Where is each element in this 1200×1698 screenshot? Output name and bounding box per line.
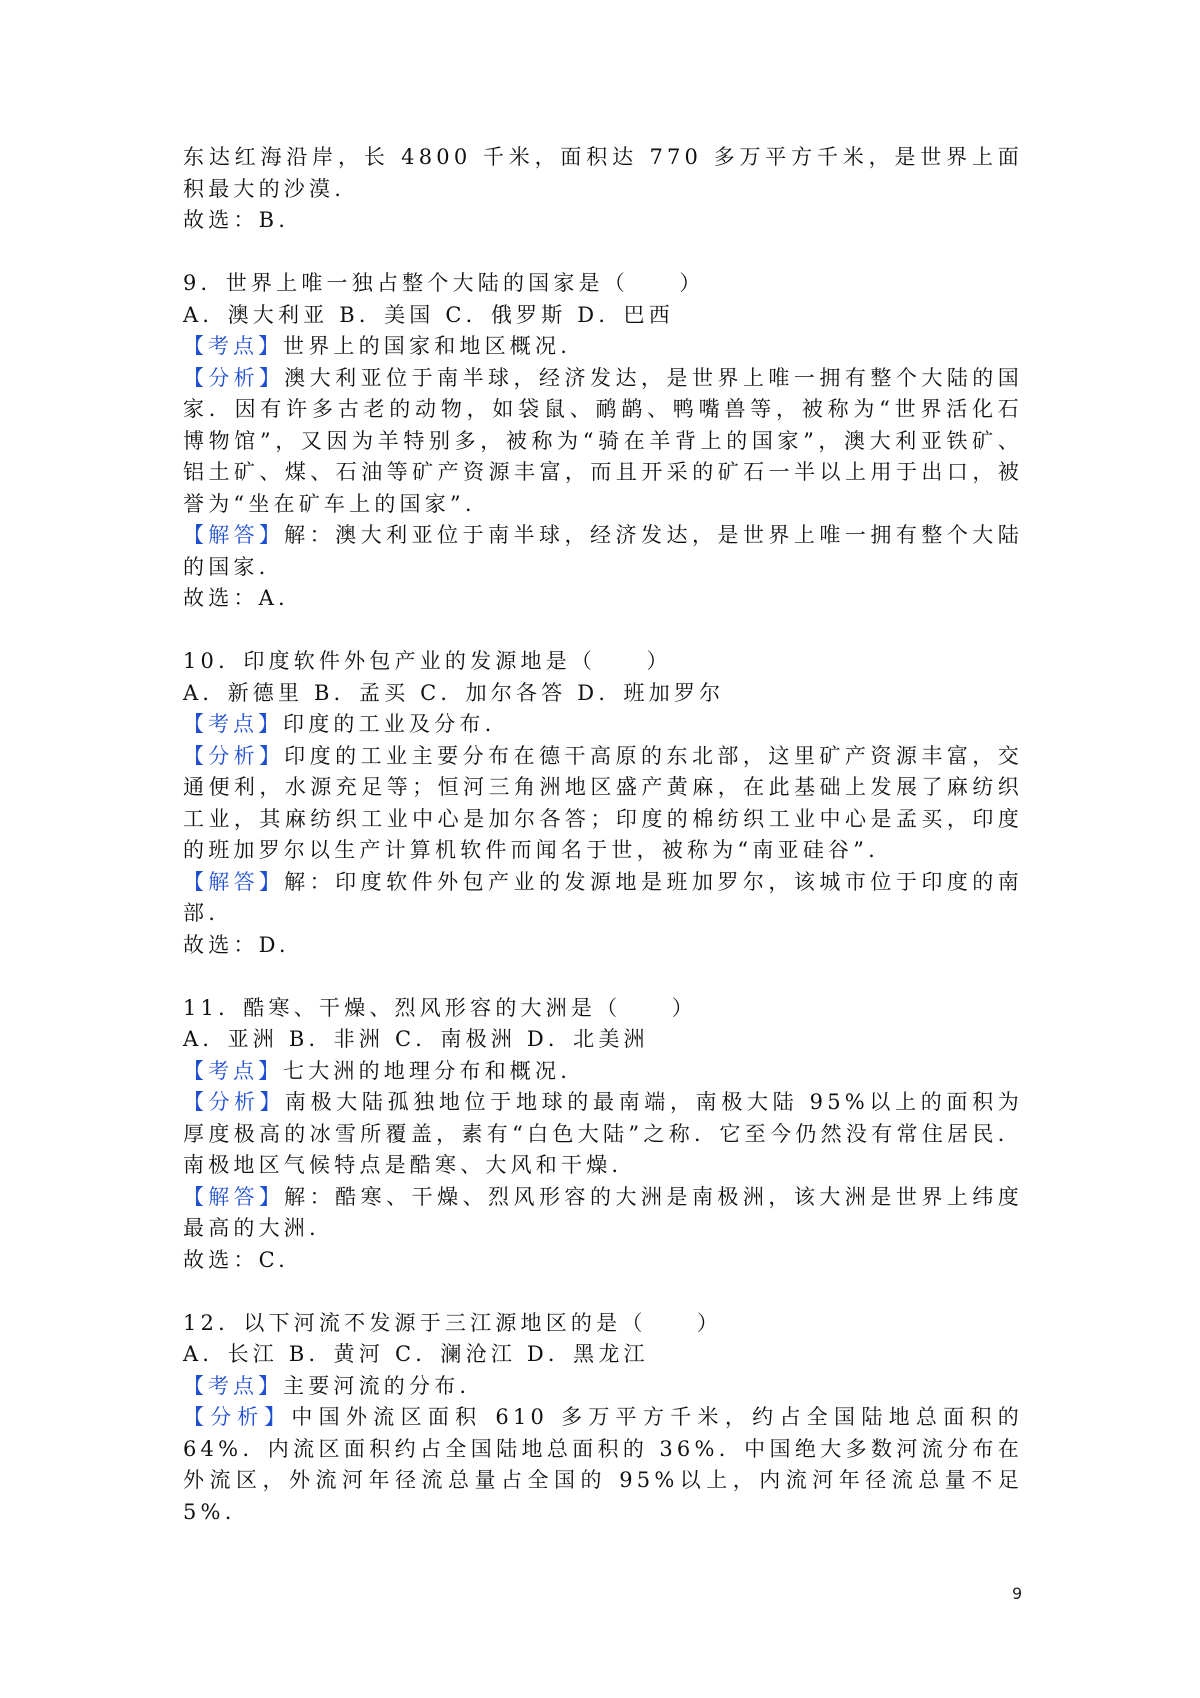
tagged-paragraph (183, 331, 1023, 363)
section-tag: 【考点】 (183, 1058, 283, 1083)
paragraph-text: 世界上的国家和地区概况. (283, 334, 572, 358)
section-tag: 【解答】 (183, 523, 285, 547)
page-body (183, 142, 1023, 1528)
paragraph-gap (183, 237, 1023, 269)
paragraph-text: 解：澳大利亚位于南半球，经济发达，是世界上唯一拥有整个大陆的国家. (183, 523, 1023, 579)
page-number: 9 (1012, 1584, 1023, 1603)
tagged-paragraph (183, 1056, 1023, 1088)
paragraph: A．亚洲 B．非洲 C．南极洲 D．北美洲 (183, 1027, 649, 1051)
section-tag: 【解答】 (183, 869, 285, 894)
section-tag: 【分析】 (183, 365, 285, 390)
paragraph: 12．以下河流不发源于三江源地区的是（ ） (183, 1310, 723, 1335)
paragraph: 故选：A. (183, 586, 289, 610)
paragraph: 11．酷寒、干燥、烈风形容的大洲是（ ） (183, 995, 697, 1020)
paragraph-text: 主要河流的分布. (283, 1373, 471, 1398)
paragraph: 故选：D. (183, 932, 290, 957)
tagged-paragraph (183, 363, 1023, 521)
paragraph-text: 中国外流区面积 610 多万平方千米，约占全国陆地总面积的 64%．内流区面积约占全国陆地总面积的 36%．中国绝大多数河流分布在外流区，外流河年径流总量占全国的 95%以上，内流河年径流总量不足 5%. (183, 1405, 1024, 1524)
paragraph: 10．印度软件外包产业的发源地是（ ） (183, 649, 672, 673)
paragraph-text: 解：酷寒、干燥、烈风形容的大洲是南极洲，该大洲是世界上纬度最高的大洲. (183, 1184, 1023, 1240)
paragraph-text: 南极大陆孤独地位于地球的最南端，南极大陆 95%以上的面积为厚度极高的冰雪所覆盖，素有“白色大陆”之称．它至今仍然没有常住居民．南极地区气候特点是酷寒、大风和干燥. (183, 1090, 1023, 1177)
tagged-paragraph (183, 1087, 1023, 1182)
paragraph-text: 印度的工业主要分布在德干高原的东北部，这里矿产资源丰富，交通便利，水源充足等；恒河三角洲地区盛产黄麻，在此基础上发展了麻纺织工业，其麻纺织工业中心是加尔各答；印度的棉纺织工业中心是孟买，印度的班加罗尔以生产计算机软件而闻名于世，被称为“南亚硅谷”. (183, 743, 1023, 862)
paragraph-gap (183, 615, 1023, 647)
section-tag: 【考点】 (183, 712, 283, 736)
paragraph: A．澳大利亚 B．美国 C．俄罗斯 D．巴西 (183, 302, 674, 327)
tagged-paragraph (183, 1371, 1023, 1403)
section-tag: 【考点】 (183, 1373, 283, 1398)
tagged-paragraph (183, 867, 1023, 930)
paragraph-text: 印度的工业及分布. (283, 712, 496, 736)
paragraph: 故选：B. (183, 208, 290, 232)
paragraph: 故选：C. (183, 1247, 289, 1272)
paragraph-gap (183, 961, 1023, 993)
tagged-paragraph (183, 1182, 1023, 1245)
paragraph-gap (183, 1276, 1023, 1308)
paragraph: 9．世界上唯一独占整个大陆的国家是（ ） (183, 271, 705, 295)
tagged-paragraph (183, 1402, 1023, 1528)
tagged-paragraph (183, 709, 1023, 741)
paragraph-text: 七大洲的地理分布和概况. (283, 1058, 572, 1083)
section-tag: 【考点】 (183, 334, 283, 358)
paragraph-text: 解：印度软件外包产业的发源地是班加罗尔，该城市位于印度的南部. (183, 869, 1023, 925)
paragraph: A．新德里 B．孟买 C．加尔各答 D．班加罗尔 (183, 680, 725, 705)
section-tag: 【分析】 (183, 743, 285, 768)
tagged-paragraph (183, 520, 1023, 583)
paragraph: 东达红海沿岸，长 4800 千米，面积达 770 多万平方千米，是世界上面积最大的沙漠. (183, 145, 1023, 201)
paragraph: A．长江 B．黄河 C．澜沧江 D．黑龙江 (183, 1342, 649, 1366)
section-tag: 【分析】 (183, 1090, 285, 1114)
section-tag: 【解答】 (183, 1184, 285, 1209)
section-tag: 【分析】 (183, 1405, 292, 1429)
tagged-paragraph (183, 741, 1023, 867)
paragraph-text: 澳大利亚位于南半球，经济发达，是世界上唯一拥有整个大陆的国家．因有许多古老的动物，如袋鼠、鸸鹋、鸭嘴兽等，被称为“世界活化石博物馆”，又因为羊特别多，被称为“骑在羊背上的国家”，澳大利亚铁矿、铝土矿、煤、石油等矿产资源丰富，而且开采的矿石一半以上用于出口，被誉为“坐在矿车上的国家”. (183, 365, 1023, 516)
